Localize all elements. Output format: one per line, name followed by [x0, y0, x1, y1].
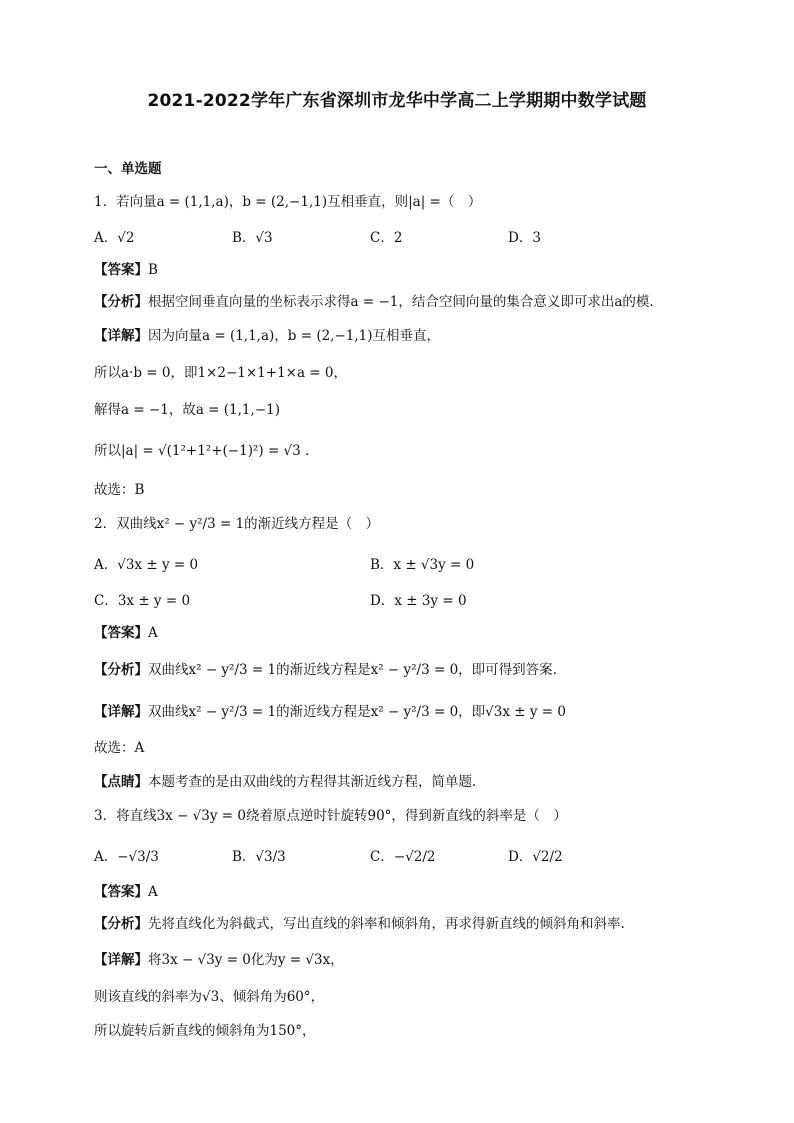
q3-option-a: A．−√3/3 [94, 849, 159, 865]
q1-step-1: 所以a·b = 0，即1×2−1×1+1×a = 0， [94, 365, 347, 381]
comment-tag: 【点睛】 [94, 774, 148, 790]
q2-comment: 本题考查的是由双曲线的方程得其渐近线方程，简单题. [148, 774, 477, 790]
q3-option-b: B．√3/3 [232, 849, 286, 865]
q1-answer-line [94, 261, 158, 279]
q2-detail-line [94, 703, 566, 721]
q3-option-d: D．√2/2 [508, 849, 563, 865]
q2-option-c: C．3x ± y = 0 [94, 593, 191, 609]
q1-stem: 1．若向量a = (1,1,a)，b = (2,−1,1)互相垂直，则|a| =（ ） [94, 194, 482, 210]
q2-answer: A [148, 625, 158, 641]
q1-choice: 故选：B [94, 482, 145, 498]
q3-option-c: C．−√2/2 [370, 849, 436, 865]
detail-tag: 【详解】 [94, 704, 148, 720]
q1-analysis: 根据空间垂直向量的坐标表示求得a = −1，结合空间向量的集合意义即可求出a的模. [148, 294, 654, 310]
q3-detail-line [94, 951, 344, 969]
q2-answer-line [94, 624, 158, 642]
q3-step-1: 则该直线的斜率为√3、倾斜角为60°， [94, 989, 325, 1005]
answer-tag: 【答案】 [94, 262, 148, 278]
analysis-tag: 【分析】 [94, 916, 148, 932]
q1-detail-line [94, 327, 440, 345]
detail-tag: 【详解】 [94, 328, 148, 344]
q1-option-c: C．2 [370, 230, 403, 246]
detail-tag: 【详解】 [94, 952, 148, 968]
q3-answer: A [148, 884, 158, 900]
q2-option-b: B．x ± √3y = 0 [370, 557, 475, 573]
q1-step-2: 解得a = −1，故a = (1,1,−1) [94, 402, 280, 418]
q3-stem: 3．将直线3x − √3y = 0绕着原点逆时针旋转90°，得到新直线的斜率是（ ） [94, 808, 567, 824]
q1-step-3: 所以|a| = √(1²+1²+(−1)²) = √3 . [94, 443, 310, 459]
q3-step-2: 所以旋转后新直线的倾斜角为150°， [94, 1023, 316, 1039]
page-title: 2021-2022学年广东省深圳市龙华中学高二上学期期中数学试题 [147, 91, 647, 111]
q2-choice: 故选：A [94, 740, 145, 756]
q2-option-d: D．x ± 3y = 0 [370, 593, 467, 609]
q1-answer: B [148, 262, 158, 278]
q2-analysis-line [94, 661, 557, 679]
q1-option-b: B．√3 [232, 230, 273, 246]
q1-analysis-line [94, 293, 654, 311]
q3-answer-line [94, 883, 158, 901]
q1-detail: 因为向量a = (1,1,a)，b = (2,−1,1)互相垂直， [148, 328, 441, 344]
answer-tag: 【答案】 [94, 625, 148, 641]
analysis-tag: 【分析】 [94, 294, 148, 310]
q3-detail: 将3x − √3y = 0化为y = √3x， [148, 952, 344, 968]
q2-analysis: 双曲线x² − y²/3 = 1的渐近线方程是x² − y²/3 = 0，即可得到答案. [148, 662, 557, 678]
answer-tag: 【答案】 [94, 884, 148, 900]
q3-analysis-line [94, 915, 625, 933]
q2-detail: 双曲线x² − y²/3 = 1的渐近线方程是x² − y²/3 = 0，即√3x ± y = 0 [148, 704, 566, 720]
q1-option-d: D．3 [508, 230, 541, 246]
q2-option-a: A．√3x ± y = 0 [94, 557, 199, 573]
q3-analysis: 先将直线化为斜截式，写出直线的斜率和倾斜角，再求得新直线的倾斜角和斜率. [148, 916, 625, 932]
q2-stem: 2．双曲线x² − y²/3 = 1的渐近线方程是（ ） [94, 516, 380, 532]
q1-option-a: A．√2 [94, 230, 135, 246]
section-heading: 一、单选题 [94, 161, 162, 177]
analysis-tag: 【分析】 [94, 662, 148, 678]
q2-comment-line [94, 773, 476, 791]
